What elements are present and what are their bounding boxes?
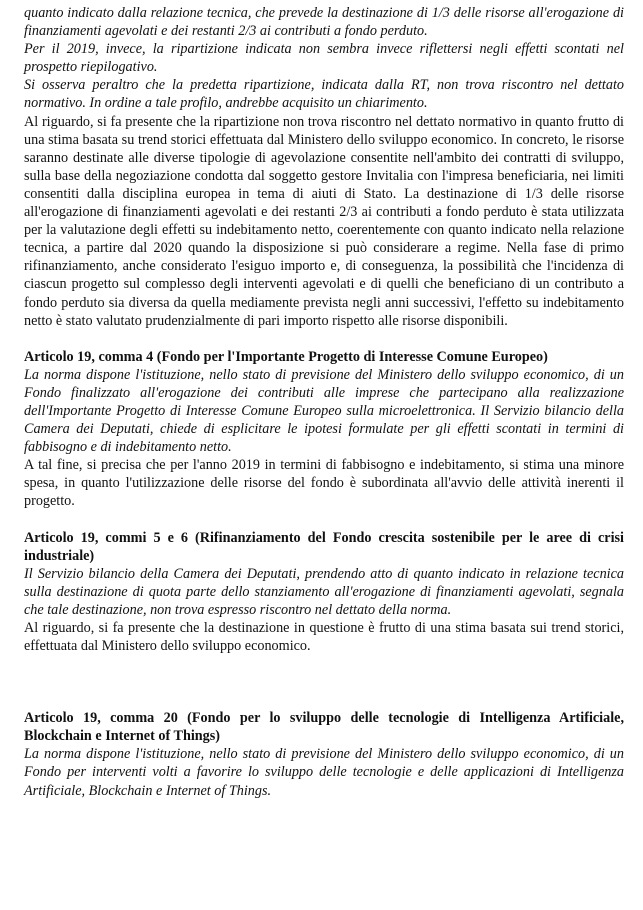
intro-reply-paragraph: Al riguardo, si fa presente che la ripartizione non trova riscontro nel dettato normativo in quanto frutto di una stima basata su trend storici effettuata dal Ministero dello sviluppo economico. In concreto, le risorse saranno destinate alle diverse tipologie di agevolazione consentite nell'ambito dei contratti di sviluppo, sulla base della negoziazione condotta dal soggetto gestore Invitalia con l'impresa beneficiaria, nei limiti consentiti dalla disciplina europea in tema di aiuti di Stato. La destinazione di 1/3 delle risorse all'erogazione di finanziamenti agevolati e dei restanti 2/3 ai contributi a fondo perduto è stata utilizzata per la valutazione degli effetti su indebitamento netto, coerentemente con quanto indicato nella relazione tecnica, a partire dal 2020 quando la disposizione si può considerare a regime. Nella fase di primo rifinanziamento, anche considerato l'esiguo importo e, di conseguenza, la possibilità che l'incidenza di ciascun progetto sul complesso degli interventi agevolati e di quelli che beneficiano di un contributo a fondo perduto sia diversa da quella mediamente prevista negli anni successivi, l'effetto su indebitamento netto è stato valutato prudenzialmente di pari importo rispetto alle risorse disponibili. (24, 113, 624, 329)
intro-italic-paragraph-1: quanto indicato dalla relazione tecnica, che prevede la destinazione di 1/3 delle risorse all'erogazione di finanziamenti agevolati e dei restanti 2/3 ai contributi a fondo perduto. (24, 5, 624, 40)
document-page (24, 0, 624, 800)
section-reply-comma-4: A tal fine, si precisa che per l'anno 2019 in termini di fabbisogno e indebitamento, si stima una minore spesa, in quanto l'utilizzazione delle risorse del fondo è subordinata all'avvio delle attività inerenti il progetto. (24, 457, 624, 510)
section-heading-comma-4: Articolo 19, comma 4 (Fondo per l'Importante Progetto di Interesse Comune Europeo) (24, 348, 548, 365)
intro-italic-paragraph-3: Si osserva peraltro che la predetta ripartizione, indicata dalla RT, non trova riscontro nel dettato normativo. In ordine a tale profilo, andrebbe acquisito un chiarimento. (24, 77, 624, 112)
intro-italic-paragraph-2: Per il 2019, invece, la ripartizione indicata non sembra invece riflettersi negli effetti scontati nel prospetto riepilogativo. (24, 41, 624, 76)
section-italic-comma-4: La norma dispone l'istituzione, nello stato di previsione del Ministero dello sviluppo economico, di un Fondo finalizzato all'erogazione dei contributi alle imprese che partecipano alla realizzazione dell'Importante Progetto di Interesse Comune Europeo sulla microelettronica. Il Servizio bilancio della Camera dei Deputati, chiede di esplicitare le ipotesi formulate per gli effetti scontati in termini di fabbisogno e di indebitamento netto. (24, 366, 624, 456)
section-heading-commi-5-6: Articolo 19, commi 5 e 6 (Rifinanziamento del Fondo crescita sostenibile per le aree di crisi industriale) (24, 529, 624, 564)
section-heading-comma-20: Articolo 19, comma 20 (Fondo per lo sviluppo delle tecnologie di Intelligenza Artificiale, Blockchain e Internet of Things) (24, 710, 624, 745)
section-italic-commi-5-6: Il Servizio bilancio della Camera dei Deputati, prendendo atto di quanto indicato in relazione tecnica sulla destinazione di quota parte dello stanziamento all'erogazione di finanziamenti agevolati, segnala che tale destinazione, non trova espresso riscontro nel dettato della norma. (24, 565, 624, 618)
section-reply-commi-5-6: Al riguardo, si fa presente che la destinazione in questione è frutto di una stima basata sui trend storici, effettuata dal Ministero dello sviluppo economico. (24, 620, 624, 655)
section-italic-comma-20: La norma dispone l'istituzione, nello stato di previsione del Ministero dello sviluppo economico, di un Fondo per interventi volti a favorire lo sviluppo delle tecnologie e delle applicazioni di Intelligenza Artificiale, Blockchain e Internet of Things. (24, 746, 624, 799)
